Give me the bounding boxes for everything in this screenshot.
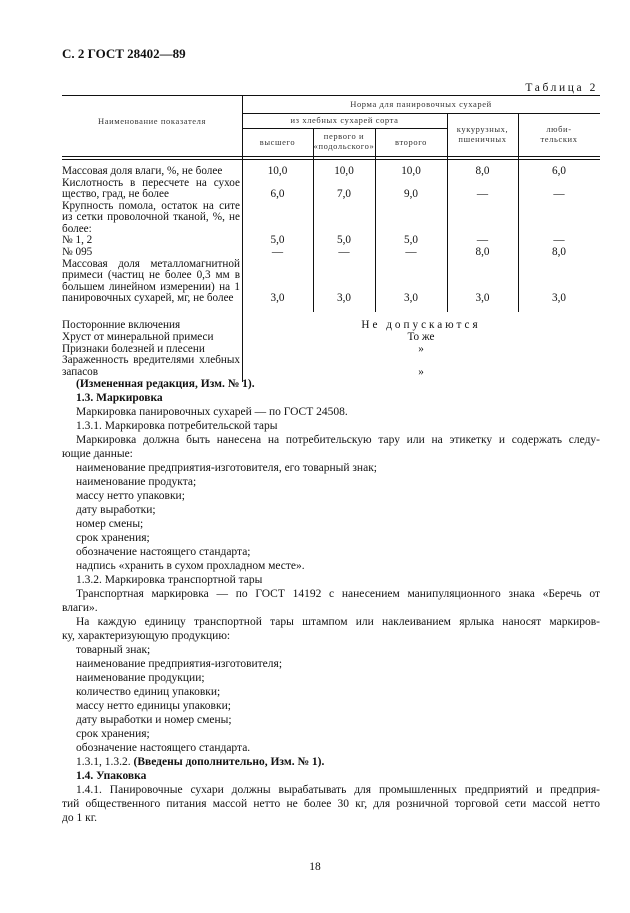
text-line bbox=[62, 587, 600, 601]
column-header-corn bbox=[447, 124, 518, 144]
indicator-label: примеси (частиц не более 0,3 мм в bbox=[62, 270, 240, 281]
text-line bbox=[62, 643, 600, 657]
text-segment: (Измененная редакция, Изм. № 1). bbox=[76, 378, 255, 390]
text-segment: надпись «хранить в сухом прохладном месте». bbox=[76, 560, 305, 572]
indicator-label: Посторонние включения bbox=[62, 320, 181, 331]
text-line bbox=[62, 811, 600, 825]
text-line bbox=[62, 769, 600, 783]
table-top-rule bbox=[62, 95, 600, 96]
text-line bbox=[62, 741, 600, 755]
merged-value: Не допускаются bbox=[361, 319, 481, 331]
table-rule bbox=[242, 113, 600, 114]
text-line bbox=[62, 573, 600, 587]
table-cell-grind-1-2: — bbox=[476, 234, 489, 246]
indicator-label: № 1, 2 bbox=[62, 235, 93, 246]
table-column-rule bbox=[375, 128, 376, 312]
text-line bbox=[62, 615, 600, 629]
text-line bbox=[62, 517, 600, 531]
table-cell-moisture: 10,0 bbox=[334, 165, 354, 177]
table-cell-metal-impurity: 3,0 bbox=[475, 292, 490, 304]
header-line: люби- bbox=[546, 124, 572, 134]
table-label: Таблица 2 bbox=[525, 82, 598, 94]
body-text bbox=[62, 377, 600, 825]
text-segment: срок хранения; bbox=[76, 728, 150, 740]
indicator-label: щество, град, не более bbox=[62, 189, 169, 200]
text-segment: 1.3.2. Маркировка транспортной тары bbox=[76, 574, 263, 586]
text-line bbox=[62, 405, 600, 419]
indicator-label: Кислотность в пересчете на сухое bbox=[62, 178, 240, 189]
text-segment: массу нетто единицы упаковки; bbox=[76, 700, 231, 712]
table-cell-acidity: 7,0 bbox=[337, 188, 351, 200]
header-line: высшего bbox=[259, 137, 296, 147]
text-segment: номер смены; bbox=[76, 518, 144, 530]
text-segment: наименование продукта; bbox=[76, 476, 197, 488]
text-line bbox=[62, 671, 600, 685]
text-segment: тий общественного питания массой нетто не более 30 кг, для розничной торговой сети массой нетто bbox=[62, 798, 600, 810]
indicator-label: Массовая доля металломагнитной bbox=[62, 259, 240, 270]
text-line bbox=[62, 601, 600, 615]
text-segment: обозначение настоящего стандарта; bbox=[76, 546, 251, 558]
indicator-label: Признаки болезней и плесени bbox=[62, 344, 205, 355]
header-line: кукурузных, bbox=[456, 124, 509, 134]
indicator-label: запасов bbox=[62, 367, 99, 378]
text-segment: 1.4.1. Панировочные сухари должны вырабатывать для промышленных предприятий и предприя- bbox=[76, 784, 600, 796]
text-line bbox=[62, 755, 600, 769]
text-line bbox=[62, 657, 600, 671]
table-cell-metal-impurity: 3,0 bbox=[552, 292, 566, 304]
text-line bbox=[62, 629, 600, 643]
text-segment: Маркировка панировочных сухарей — по ГОСТ 24508. bbox=[76, 406, 348, 418]
indicator-label: Зараженность вредителями хлебных bbox=[62, 355, 240, 366]
indicator-label: панировочных сухарей, мг, не более bbox=[62, 293, 234, 304]
indicator-label: Массовая доля влаги, %, не более bbox=[62, 166, 223, 177]
text-segment: обозначение настоящего стандарта. bbox=[76, 742, 251, 754]
header-line: пшеничных bbox=[458, 134, 507, 144]
indicator-label: № 095 bbox=[62, 247, 93, 258]
text-line bbox=[62, 545, 600, 559]
column-header-bread: из хлебных сухарей сорта bbox=[290, 115, 399, 125]
table-cell-moisture: 10,0 bbox=[401, 165, 421, 177]
text-segment: (Введены дополнительно, Изм. № 1). bbox=[133, 756, 325, 768]
column-header-second bbox=[375, 137, 447, 147]
table-cell-moisture: 6,0 bbox=[552, 165, 566, 177]
table-cell-grind-1-2: 5,0 bbox=[270, 234, 285, 246]
text-segment: наименование предприятия-изготовителя, его товарный знак; bbox=[76, 462, 377, 474]
text-line bbox=[62, 475, 600, 489]
table-cell-acidity: 9,0 bbox=[404, 188, 418, 200]
merged-value: » bbox=[418, 366, 424, 378]
table-header-rule bbox=[62, 159, 600, 160]
text-line bbox=[62, 447, 600, 461]
text-segment: массу нетто упаковки; bbox=[76, 490, 185, 502]
text-segment: Маркировка должна быть нанесена на потребительскую тару или на этикетку и содержать следу- bbox=[76, 434, 600, 446]
text-segment: наименование продукции; bbox=[76, 672, 205, 684]
text-segment: до 1 кг. bbox=[62, 812, 97, 824]
indicator-label: большем линейном измерении) на 1 bbox=[62, 282, 240, 293]
text-segment: На каждую единицу транспортной тары штампом или наклеиванием ярлыка наносят маркиров- bbox=[76, 616, 600, 628]
table-cell-metal-impurity: 3,0 bbox=[337, 292, 351, 304]
table-rule bbox=[242, 128, 447, 129]
indicator-label: из сетки проволочной тканой, %, не bbox=[62, 212, 240, 223]
merged-value: » bbox=[418, 343, 424, 355]
table-cell-grind-095: 8,0 bbox=[475, 246, 490, 258]
table-cell-grind-095: 8,0 bbox=[552, 246, 566, 258]
text-segment: наименование предприятия-изготовителя; bbox=[76, 658, 283, 670]
text-segment: количество единиц упаковки; bbox=[76, 686, 221, 698]
column-header-amateur bbox=[518, 124, 600, 144]
table-cell-grind-1-2: — bbox=[553, 234, 565, 246]
table-cell-acidity: 6,0 bbox=[270, 188, 285, 200]
text-line bbox=[62, 419, 600, 433]
table-cell-acidity: — bbox=[553, 188, 565, 200]
text-segment: дату выработки и номер смены; bbox=[76, 714, 232, 726]
merged-value: То же bbox=[407, 331, 435, 343]
text-segment: 1.3.1. Маркировка потребительской тары bbox=[76, 420, 278, 432]
table-cell-grind-095: — bbox=[405, 246, 417, 258]
text-segment: 1.3.1, 1.3.2. bbox=[76, 756, 134, 768]
table-cell-grind-1-2: 5,0 bbox=[337, 234, 351, 246]
column-header-highest bbox=[242, 137, 313, 147]
text-line bbox=[62, 461, 600, 475]
text-line bbox=[62, 783, 600, 797]
text-segment: Транспортная маркировка — по ГОСТ 14192 с нанесением манипуляционного знака «Беречь от bbox=[76, 588, 600, 600]
text-line bbox=[62, 433, 600, 447]
text-segment: ку, характеризующую продукцию: bbox=[62, 630, 231, 642]
text-segment: срок хранения; bbox=[76, 532, 150, 544]
text-line bbox=[62, 377, 600, 391]
text-line bbox=[62, 727, 600, 741]
text-segment: товарный знак; bbox=[76, 644, 151, 656]
table-cell-grind-095: — bbox=[271, 246, 284, 258]
text-segment: 1.4. Упаковка bbox=[76, 770, 147, 782]
text-line bbox=[62, 559, 600, 573]
table-header-rule bbox=[62, 156, 600, 157]
table-cell-moisture: 10,0 bbox=[267, 165, 288, 177]
text-line bbox=[62, 531, 600, 545]
text-line bbox=[62, 699, 600, 713]
text-line bbox=[62, 503, 600, 517]
text-line bbox=[62, 489, 600, 503]
text-line bbox=[62, 713, 600, 727]
indicator-label: Крупность помола, остаток на сите bbox=[62, 201, 240, 212]
table-cell-grind-1-2: 5,0 bbox=[404, 234, 418, 246]
text-line bbox=[62, 391, 600, 405]
header-line: второго bbox=[395, 137, 427, 147]
table-cell-moisture: 8,0 bbox=[475, 165, 490, 177]
table-cell-acidity: — bbox=[476, 188, 489, 200]
header-line: тельских bbox=[540, 134, 578, 144]
column-header-indicator: Наименование показателя bbox=[97, 116, 206, 126]
text-line bbox=[62, 797, 600, 811]
text-line bbox=[62, 685, 600, 699]
text-segment: влаги». bbox=[62, 602, 98, 614]
table-column-rule bbox=[313, 128, 314, 312]
page-header: С. 2 ГОСТ 28402—89 bbox=[62, 46, 186, 61]
indicator-label: Хруст от минеральной примеси bbox=[62, 332, 214, 343]
text-segment: 1.3. Маркировка bbox=[76, 392, 163, 404]
column-header-first bbox=[313, 131, 375, 151]
table-cell-metal-impurity: 3,0 bbox=[270, 292, 285, 304]
text-segment: дату выработки; bbox=[76, 504, 156, 516]
text-segment: ющие данные: bbox=[62, 448, 133, 460]
page-number: 18 bbox=[309, 861, 321, 873]
header-line: «подольского» bbox=[313, 141, 375, 151]
table-cell-metal-impurity: 3,0 bbox=[404, 292, 418, 304]
indicator-label: более: bbox=[62, 224, 92, 235]
table-cell-grind-095: — bbox=[338, 246, 350, 258]
header-line: первого и bbox=[323, 131, 365, 141]
column-header-norm: Норма для панировочных сухарей bbox=[350, 99, 492, 109]
